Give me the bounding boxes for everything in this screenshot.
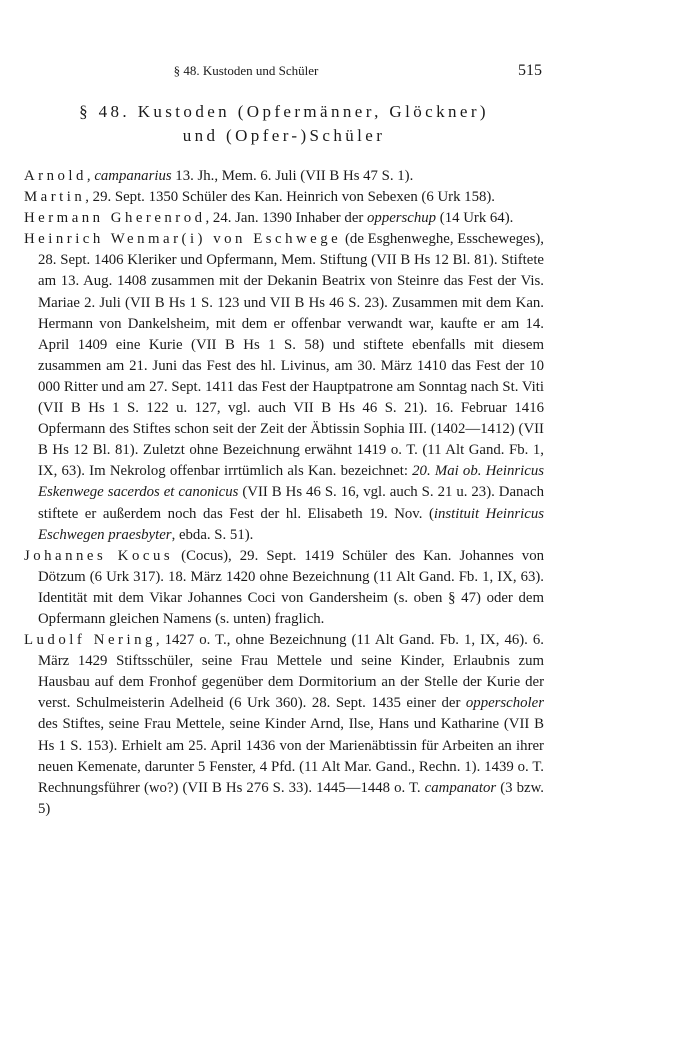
list-item	[24, 229, 544, 545]
entry-text: , 29. Sept. 1350 Schüler des Kan. Heinrich von Sebexen (6 Urk 158).	[85, 189, 495, 206]
entry-text: 13. Jh., Mem. 6. Juli (VII B Hs 47 S. 1).	[171, 168, 414, 184]
section-title	[26, 100, 542, 148]
entry-italic-text: opperschup	[367, 210, 437, 227]
entry-list	[24, 166, 544, 820]
entry-text: (de Esghenweghe, Esscheweges), 28. Sept. 1406 Kleriker und Opfermann, Mem. Stiftung (VII B Hs 12 Bl. 81). Stiftete am 13. Aug. 1408 zusammen mit der Dekanin Beatrix von Steinre das Fest der Vis. Mariae 2. Juli (VII B Hs 1 S. 123 und VII B Hs 46 S. 23). Zusammen mit dem Kan. Hermann von Dankelsheim, mit dem er offenbar verwandt war, kaufte er am 14. April 1409 eine Kurie (VII B Hs 1 S. 58) und stiftete ebenfalls mit diesem zusammen am 21. Juni das Fest des hl. Livinus, am 30. März 1410 das Fest der 10 000 Ritter und am 27. Sept. 1411 das Fest der Hauptpatrone am Sonntag nach St. Viti (VII B Hs 1 S. 122 u. 127, vgl. auch VII B Hs 46 S. 21). 16. Februar 1416 Opfermann des Stiftes schon seit der Zeit der Äbtissin Sophia III. (1402—1412) (VII B Hs 12 Bl. 81). Zuletzt ohne Bezeichnung erwähnt 1419 o. T. (11 Alt Gand. Fb. 1, IX, 63). Im Nekrolog offenbar irrtümlich als Kan. bezeichnet:	[38, 231, 544, 480]
entry-name: Heinrich Wenmar(i) von Eschwege	[24, 231, 342, 248]
entry-italic-text: campanator	[424, 779, 497, 796]
entry-text: , 1427 o. T., ohne Bezeichnung (11 Alt Gand. Fb. 1, IX, 46). 6. März 1429 Stiftsschüler, seine Frau Mettele und seine Kinder, Erlaubnis zum Hausbau auf dem Fronhof gegenüber dem Dormitorium an der Stelle der Kurie der verst. Schulmeisterin Adelheid (6 Urk 360). 28. Sept. 1435 einer der	[38, 632, 544, 712]
entry-italic-text: opperscholer	[465, 695, 544, 712]
entry-italic-text: 20. Mai ob. Heinricus Eskenwege sacerdos et canonicus	[38, 463, 544, 501]
entry-name: Ludolf Nering	[24, 632, 156, 649]
entry-text: des Stiftes, seine Frau Mettele, seine Kinder Arnd, Ilse, Hans und Katharine (VII B Hs 1 S. 153). Erhielt am 25. April 1436 von der Marienäbtissin für Arbeiten an ihrer neuen Kemenate, darunter 5 Fenster, 4 Pfd. (11 Alt Mar. Gand., Rechn. 1). 1439 o. T. Rechnungsführer (wo?) (VII B Hs 276 S. 33). 1445—1448 o. T.	[38, 716, 544, 796]
entry-text: (14 Urk 64).	[436, 210, 514, 227]
list-item	[24, 208, 544, 229]
entry-italic-text: campanarius	[94, 168, 172, 184]
entry-name: Johannes Kocus	[24, 547, 174, 564]
entry-text: (VII B Hs 46 S. 16, vgl. auch S. 21 u. 23). Danach stiftete er außerdem noch das Fest der hl. Elisabeth 19. Nov. (	[38, 484, 544, 522]
list-item	[24, 546, 544, 630]
running-head-title: § 48. Kustoden und Schüler	[173, 63, 319, 78]
entry-italic-text: instituit Heinricus Eschwegen praesbyter	[38, 505, 544, 543]
section-title-line-1: § 48. Kustoden (Opfermänner, Glöckner)	[79, 102, 489, 121]
list-item	[24, 166, 544, 187]
entry-text: (Cocus), 29. Sept. 1419 Schüler des Kan. Johannes von Dötzum (6 Urk 317). 18. März 1420 ohne Bezeichnung (11 Alt Gand. Fb. 1, IX, 63). Identität mit dem Vikar Johannes Coci von Gandersheim (s. oben § 47) oder dem Opfermann gleichen Namens (s. unten) fraglich.	[38, 547, 544, 627]
list-item	[24, 187, 544, 208]
entry-name: Arnold	[24, 168, 87, 184]
section-title-line-2: und (Opfer-)Schüler	[182, 126, 386, 145]
entry-name: Hermann Gherenrod	[24, 210, 206, 227]
entry-text: , ebda. S. 51).	[171, 526, 254, 543]
page-number: 515	[518, 62, 542, 79]
entry-text: (3 bzw. 5)	[38, 779, 544, 817]
entry-text: , 24. Jan. 1390 Inhaber der	[205, 210, 368, 227]
entry-text: ,	[86, 168, 95, 184]
entry-name: Martin	[24, 189, 86, 206]
list-item	[24, 630, 544, 820]
